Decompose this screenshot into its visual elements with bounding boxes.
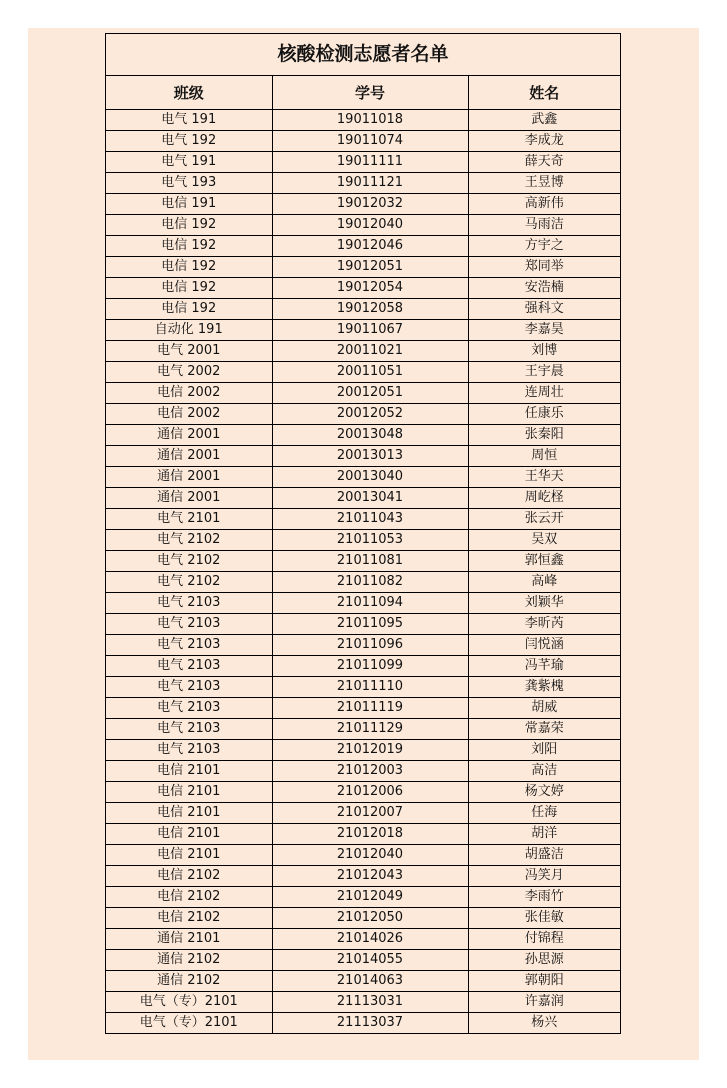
cell-name: 薛天奇 (468, 152, 620, 173)
cell-class: 电气 2103 (106, 698, 272, 719)
cell-class: 电信 2101 (106, 803, 272, 824)
cell-class: 电气 193 (106, 173, 272, 194)
table-row (106, 341, 620, 362)
header-row (106, 76, 620, 110)
cell-class: 电气 2001 (106, 341, 272, 362)
cell-student-id: 21012043 (272, 866, 468, 887)
cell-student-id: 21011094 (272, 593, 468, 614)
cell-name: 周恒 (468, 446, 620, 467)
cell-student-id: 19012032 (272, 194, 468, 215)
cell-name: 张云开 (468, 509, 620, 530)
cell-student-id: 21011081 (272, 551, 468, 572)
cell-class: 电信 2101 (106, 845, 272, 866)
cell-student-id: 20012052 (272, 404, 468, 425)
cell-class: 电信 2002 (106, 383, 272, 404)
cell-name: 马雨洁 (468, 215, 620, 236)
cell-name: 周屹柽 (468, 488, 620, 509)
cell-student-id: 20013041 (272, 488, 468, 509)
table-row (106, 572, 620, 593)
cell-class: 电气 2103 (106, 740, 272, 761)
cell-student-id: 21012049 (272, 887, 468, 908)
cell-student-id: 21014026 (272, 929, 468, 950)
table-row (106, 929, 620, 950)
cell-student-id: 21011053 (272, 530, 468, 551)
table-row (106, 467, 620, 488)
cell-student-id: 21012007 (272, 803, 468, 824)
cell-class: 电信 191 (106, 194, 272, 215)
table-row (106, 656, 620, 677)
cell-student-id: 21011099 (272, 656, 468, 677)
table-row (106, 131, 620, 152)
cell-student-id: 21014063 (272, 971, 468, 992)
cell-name: 张佳敏 (468, 908, 620, 929)
cell-class: 电气 2102 (106, 551, 272, 572)
volunteer-list-sheet (105, 33, 621, 1034)
cell-student-id: 21113037 (272, 1013, 468, 1034)
cell-student-id: 21012006 (272, 782, 468, 803)
cell-student-id: 21012040 (272, 845, 468, 866)
table-row (106, 152, 620, 173)
table-row (106, 593, 620, 614)
table-row (106, 509, 620, 530)
table-row (106, 173, 620, 194)
cell-student-id: 21014055 (272, 950, 468, 971)
cell-student-id: 20011051 (272, 362, 468, 383)
cell-name: 刘阳 (468, 740, 620, 761)
cell-student-id: 20011021 (272, 341, 468, 362)
cell-class: 电信 192 (106, 215, 272, 236)
table-row (106, 908, 620, 929)
cell-class: 电信 2102 (106, 866, 272, 887)
cell-name: 李成龙 (468, 131, 620, 152)
cell-name: 方宇之 (468, 236, 620, 257)
table-row (106, 551, 620, 572)
cell-student-id: 21012003 (272, 761, 468, 782)
cell-student-id: 21011043 (272, 509, 468, 530)
cell-class: 电气 2103 (106, 635, 272, 656)
cell-name: 王华天 (468, 467, 620, 488)
cell-name: 郭朝阳 (468, 971, 620, 992)
cell-student-id: 19011121 (272, 173, 468, 194)
cell-name: 吴双 (468, 530, 620, 551)
sheet-title: 核酸检测志愿者名单 (106, 34, 620, 76)
cell-name: 胡盛洁 (468, 845, 620, 866)
cell-student-id: 19012058 (272, 299, 468, 320)
cell-class: 电气（专）2101 (106, 1013, 272, 1034)
table-row (106, 992, 620, 1013)
cell-name: 郑同举 (468, 257, 620, 278)
table-row (106, 257, 620, 278)
cell-name: 胡洋 (468, 824, 620, 845)
table-row (106, 635, 620, 656)
table-row (106, 278, 620, 299)
cell-name: 孙思源 (468, 950, 620, 971)
cell-student-id: 21012019 (272, 740, 468, 761)
table-row (106, 362, 620, 383)
cell-name: 李雨竹 (468, 887, 620, 908)
cell-class: 电气 192 (106, 131, 272, 152)
table-row (106, 530, 620, 551)
cell-class: 电信 192 (106, 236, 272, 257)
table-row (106, 1013, 620, 1034)
cell-name: 王昱博 (468, 173, 620, 194)
cell-class: 电气 2103 (106, 593, 272, 614)
header-class: 班级 (106, 76, 272, 110)
cell-class: 电信 192 (106, 257, 272, 278)
cell-name: 高洁 (468, 761, 620, 782)
cell-name: 任海 (468, 803, 620, 824)
cell-name: 强科文 (468, 299, 620, 320)
table-row (106, 719, 620, 740)
cell-class: 电信 2101 (106, 824, 272, 845)
table-row (106, 614, 620, 635)
volunteer-table (106, 76, 620, 1033)
table-row (106, 677, 620, 698)
table-row (106, 761, 620, 782)
table-row (106, 383, 620, 404)
cell-class: 电气 2102 (106, 572, 272, 593)
cell-name: 张秦阳 (468, 425, 620, 446)
table-row (106, 488, 620, 509)
cell-class: 电气 2103 (106, 656, 272, 677)
cell-class: 通信 2101 (106, 929, 272, 950)
cell-name: 许嘉润 (468, 992, 620, 1013)
cell-class: 通信 2001 (106, 425, 272, 446)
table-row (106, 110, 620, 131)
cell-name: 刘颖华 (468, 593, 620, 614)
cell-name: 冯笑月 (468, 866, 620, 887)
cell-class: 电气 2103 (106, 719, 272, 740)
cell-student-id: 21011082 (272, 572, 468, 593)
cell-name: 胡威 (468, 698, 620, 719)
cell-name: 武鑫 (468, 110, 620, 131)
cell-class: 电信 192 (106, 278, 272, 299)
cell-student-id: 20013013 (272, 446, 468, 467)
cell-student-id: 19011111 (272, 152, 468, 173)
cell-class: 电信 2102 (106, 887, 272, 908)
cell-student-id: 21011095 (272, 614, 468, 635)
cell-name: 常嘉荣 (468, 719, 620, 740)
cell-class: 通信 2001 (106, 467, 272, 488)
cell-student-id: 21011110 (272, 677, 468, 698)
cell-student-id: 19012040 (272, 215, 468, 236)
table-row (106, 845, 620, 866)
cell-name: 刘博 (468, 341, 620, 362)
cell-student-id: 19011018 (272, 110, 468, 131)
cell-name: 高峰 (468, 572, 620, 593)
cell-name: 杨文婷 (468, 782, 620, 803)
cell-student-id: 20012051 (272, 383, 468, 404)
cell-student-id: 19011067 (272, 320, 468, 341)
cell-student-id: 19012054 (272, 278, 468, 299)
cell-class: 通信 2001 (106, 488, 272, 509)
cell-class: 电气 2102 (106, 530, 272, 551)
table-row (106, 698, 620, 719)
cell-student-id: 21011096 (272, 635, 468, 656)
table-row (106, 215, 620, 236)
cell-class: 电气（专）2101 (106, 992, 272, 1013)
cell-class: 电气 191 (106, 152, 272, 173)
table-row (106, 971, 620, 992)
header-name: 姓名 (468, 76, 620, 110)
table-row (106, 194, 620, 215)
cell-name: 龚紫槐 (468, 677, 620, 698)
table-row (106, 236, 620, 257)
cell-class: 电气 2103 (106, 677, 272, 698)
cell-class: 电气 191 (106, 110, 272, 131)
cell-student-id: 19012046 (272, 236, 468, 257)
cell-class: 电信 2102 (106, 908, 272, 929)
cell-name: 郭恒鑫 (468, 551, 620, 572)
cell-class: 电气 2101 (106, 509, 272, 530)
cell-name: 王宇晨 (468, 362, 620, 383)
table-row (106, 299, 620, 320)
cell-class: 电信 192 (106, 299, 272, 320)
cell-student-id: 21012018 (272, 824, 468, 845)
cell-class: 电信 2002 (106, 404, 272, 425)
cell-class: 电气 2103 (106, 614, 272, 635)
cell-student-id: 20013040 (272, 467, 468, 488)
cell-class: 电信 2101 (106, 782, 272, 803)
table-row (106, 887, 620, 908)
table-row (106, 404, 620, 425)
cell-name: 付锦程 (468, 929, 620, 950)
cell-student-id: 21011129 (272, 719, 468, 740)
table-row (106, 425, 620, 446)
cell-name: 冯芊瑜 (468, 656, 620, 677)
table-row (106, 446, 620, 467)
cell-name: 高新伟 (468, 194, 620, 215)
table-row (106, 803, 620, 824)
cell-student-id: 21011119 (272, 698, 468, 719)
cell-name: 李昕芮 (468, 614, 620, 635)
cell-student-id: 21012050 (272, 908, 468, 929)
table-row (106, 782, 620, 803)
cell-class: 电信 2101 (106, 761, 272, 782)
table-row (106, 320, 620, 341)
cell-student-id: 19011074 (272, 131, 468, 152)
table-row (106, 866, 620, 887)
cell-name: 闫悦涵 (468, 635, 620, 656)
cell-student-id: 19012051 (272, 257, 468, 278)
cell-student-id: 21113031 (272, 992, 468, 1013)
cell-name: 安浩楠 (468, 278, 620, 299)
cell-class: 通信 2102 (106, 950, 272, 971)
table-row (106, 824, 620, 845)
cell-name: 任康乐 (468, 404, 620, 425)
header-student-id: 学号 (272, 76, 468, 110)
cell-class: 通信 2102 (106, 971, 272, 992)
cell-name: 连周壮 (468, 383, 620, 404)
table-row (106, 950, 620, 971)
cell-class: 电气 2002 (106, 362, 272, 383)
cell-name: 杨兴 (468, 1013, 620, 1034)
table-row (106, 740, 620, 761)
cell-name: 李嘉昊 (468, 320, 620, 341)
cell-student-id: 20013048 (272, 425, 468, 446)
cell-class: 通信 2001 (106, 446, 272, 467)
cell-class: 自动化 191 (106, 320, 272, 341)
